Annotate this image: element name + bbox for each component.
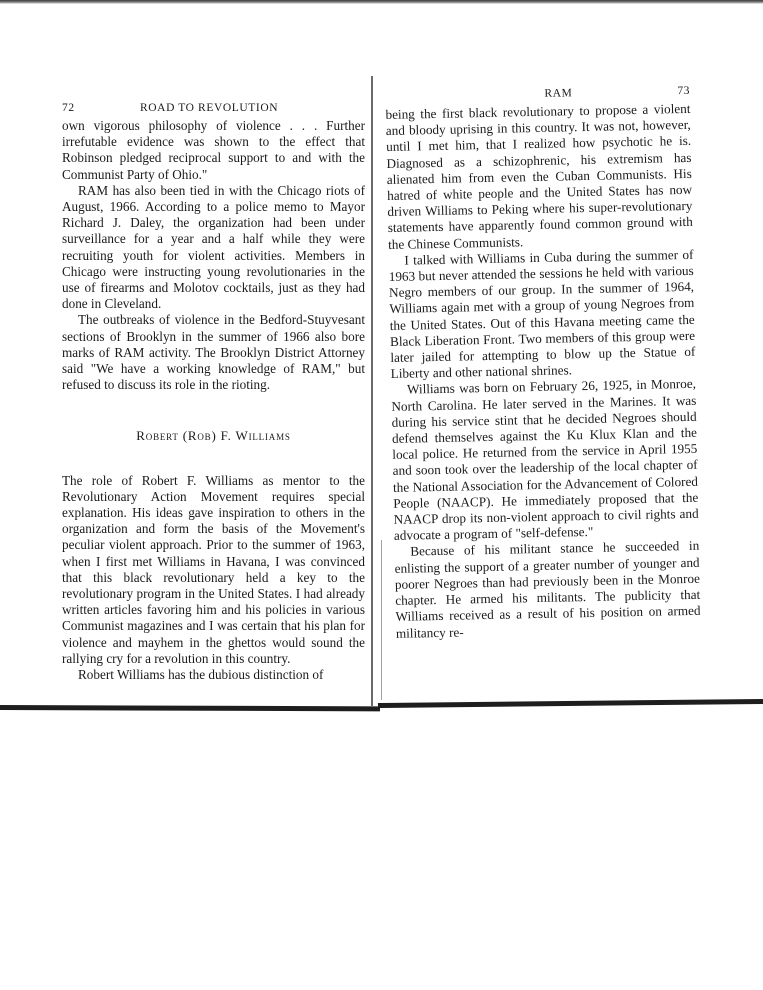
paragraph: I talked with Williams in Cuba during the summer of 1963 but never attended the sessions he held with various Negro members of our group. In the summer of 1964, Williams again met with a group of young Negroes from the United States. Out of this Havana meeting came the Black Liberation Front. Two members of this group were later jailed for attempting to blow up the Statue of Liberty and other national shrines. [388,246,696,382]
left-running-head [62,100,365,117]
paragraph: Robert Williams has the dubious distinction of [78,667,324,683]
right-running-title: RAM [544,87,573,100]
page-bottom-edge-right [378,699,763,708]
paragraph: The role of Robert F. Williams as mentor to the Revolutionary Action Movement requires special explanation. His ideas gave inspiration to others in the organization and form the basis of the Movement's peculiar violent approach. Prior to the summer of 1963, when I first met Williams in Havana, I was convinced that this black revolutionary held a key to the revolutionary program in the United States. I had already written articles favoring him and his policies in various Communist magazines and I was certain that his plan for violence and mayhem in the ghettos would sound the rallying cry for a revolution in this country. [62,472,365,666]
left-page-number: 72 [62,102,75,114]
page-bottom-edge-left [0,705,380,711]
scan-top-edge [0,0,763,4]
paragraph: Because of his militant stance he succeeded in enlisting the support of a greater number of younger and poorer Negroes than had previously been in the Monroe chapter. He armed his militants. The publicity that Williams received as a result of his position on armed militancy re- [394,538,701,641]
scan-bottom-edge [0,703,763,713]
left-running-title: ROAD TO REVOLUTION [140,102,279,114]
left-page [62,100,365,683]
paragraph: The outbreaks of violence in the Bedford-Stuyvesant sections of Brooklyn in the summer of 1966 also bore marks of RAM activity. The Brooklyn District Attorney said "We have a working knowledge of RAM," but refused to discuss its role in the rioting. [62,312,365,393]
section-heading: Robert (Rob) F. Williams [136,428,291,444]
paragraph: own vigorous philosophy of violence . . . Further irrefutable evidence was shown to the effect that Robinson pledged reciprocal support to and with the Communist Party of Ohio." [62,118,365,182]
paragraph: being the first black revolutionary to propose a violent and bloody uprising in this country. It was not, however, until I met him, that I realized how psychotic he is. Diagnosed as a schizophrenic, his extremism has alienated him from even the Cuban Communists. His hatred of white people and the United States has now driven Williams to Peking where his super-revolutionary statements have apparently found common ground with the Chinese Communists. [385,100,693,252]
paragraph: Williams was born on February 26, 1925, in Monroe, North Carolina. He later served in the Marines. It was during his service stint that he decided Negroes should defend themselves against the Ku Klux Klan and the local police. He returned from the service in April 1955 and soon took over the leadership of the local chapter of the National Association for the Advancement of Colored People (NAACP). He immediately proposed that the NAACP drop its non-violent approach to civil rights and advocate a program of "self-defense." [391,376,699,544]
paragraph: RAM has also been tied in with the Chicago riots of August, 1966. According to a police memo to Mayor Richard J. Daley, the organization had been under surveillance for a year and a half while they were recruiting youth for violent activities. Members in Chicago were instructing young revolutionaries in the use of firearms and Molotov cocktails, just as they had done in Cleveland. [62,182,365,312]
book-spine-gutter [371,76,373,706]
gutter-shadow [381,540,382,700]
right-page [385,83,701,642]
right-page-number: 73 [677,84,691,98]
